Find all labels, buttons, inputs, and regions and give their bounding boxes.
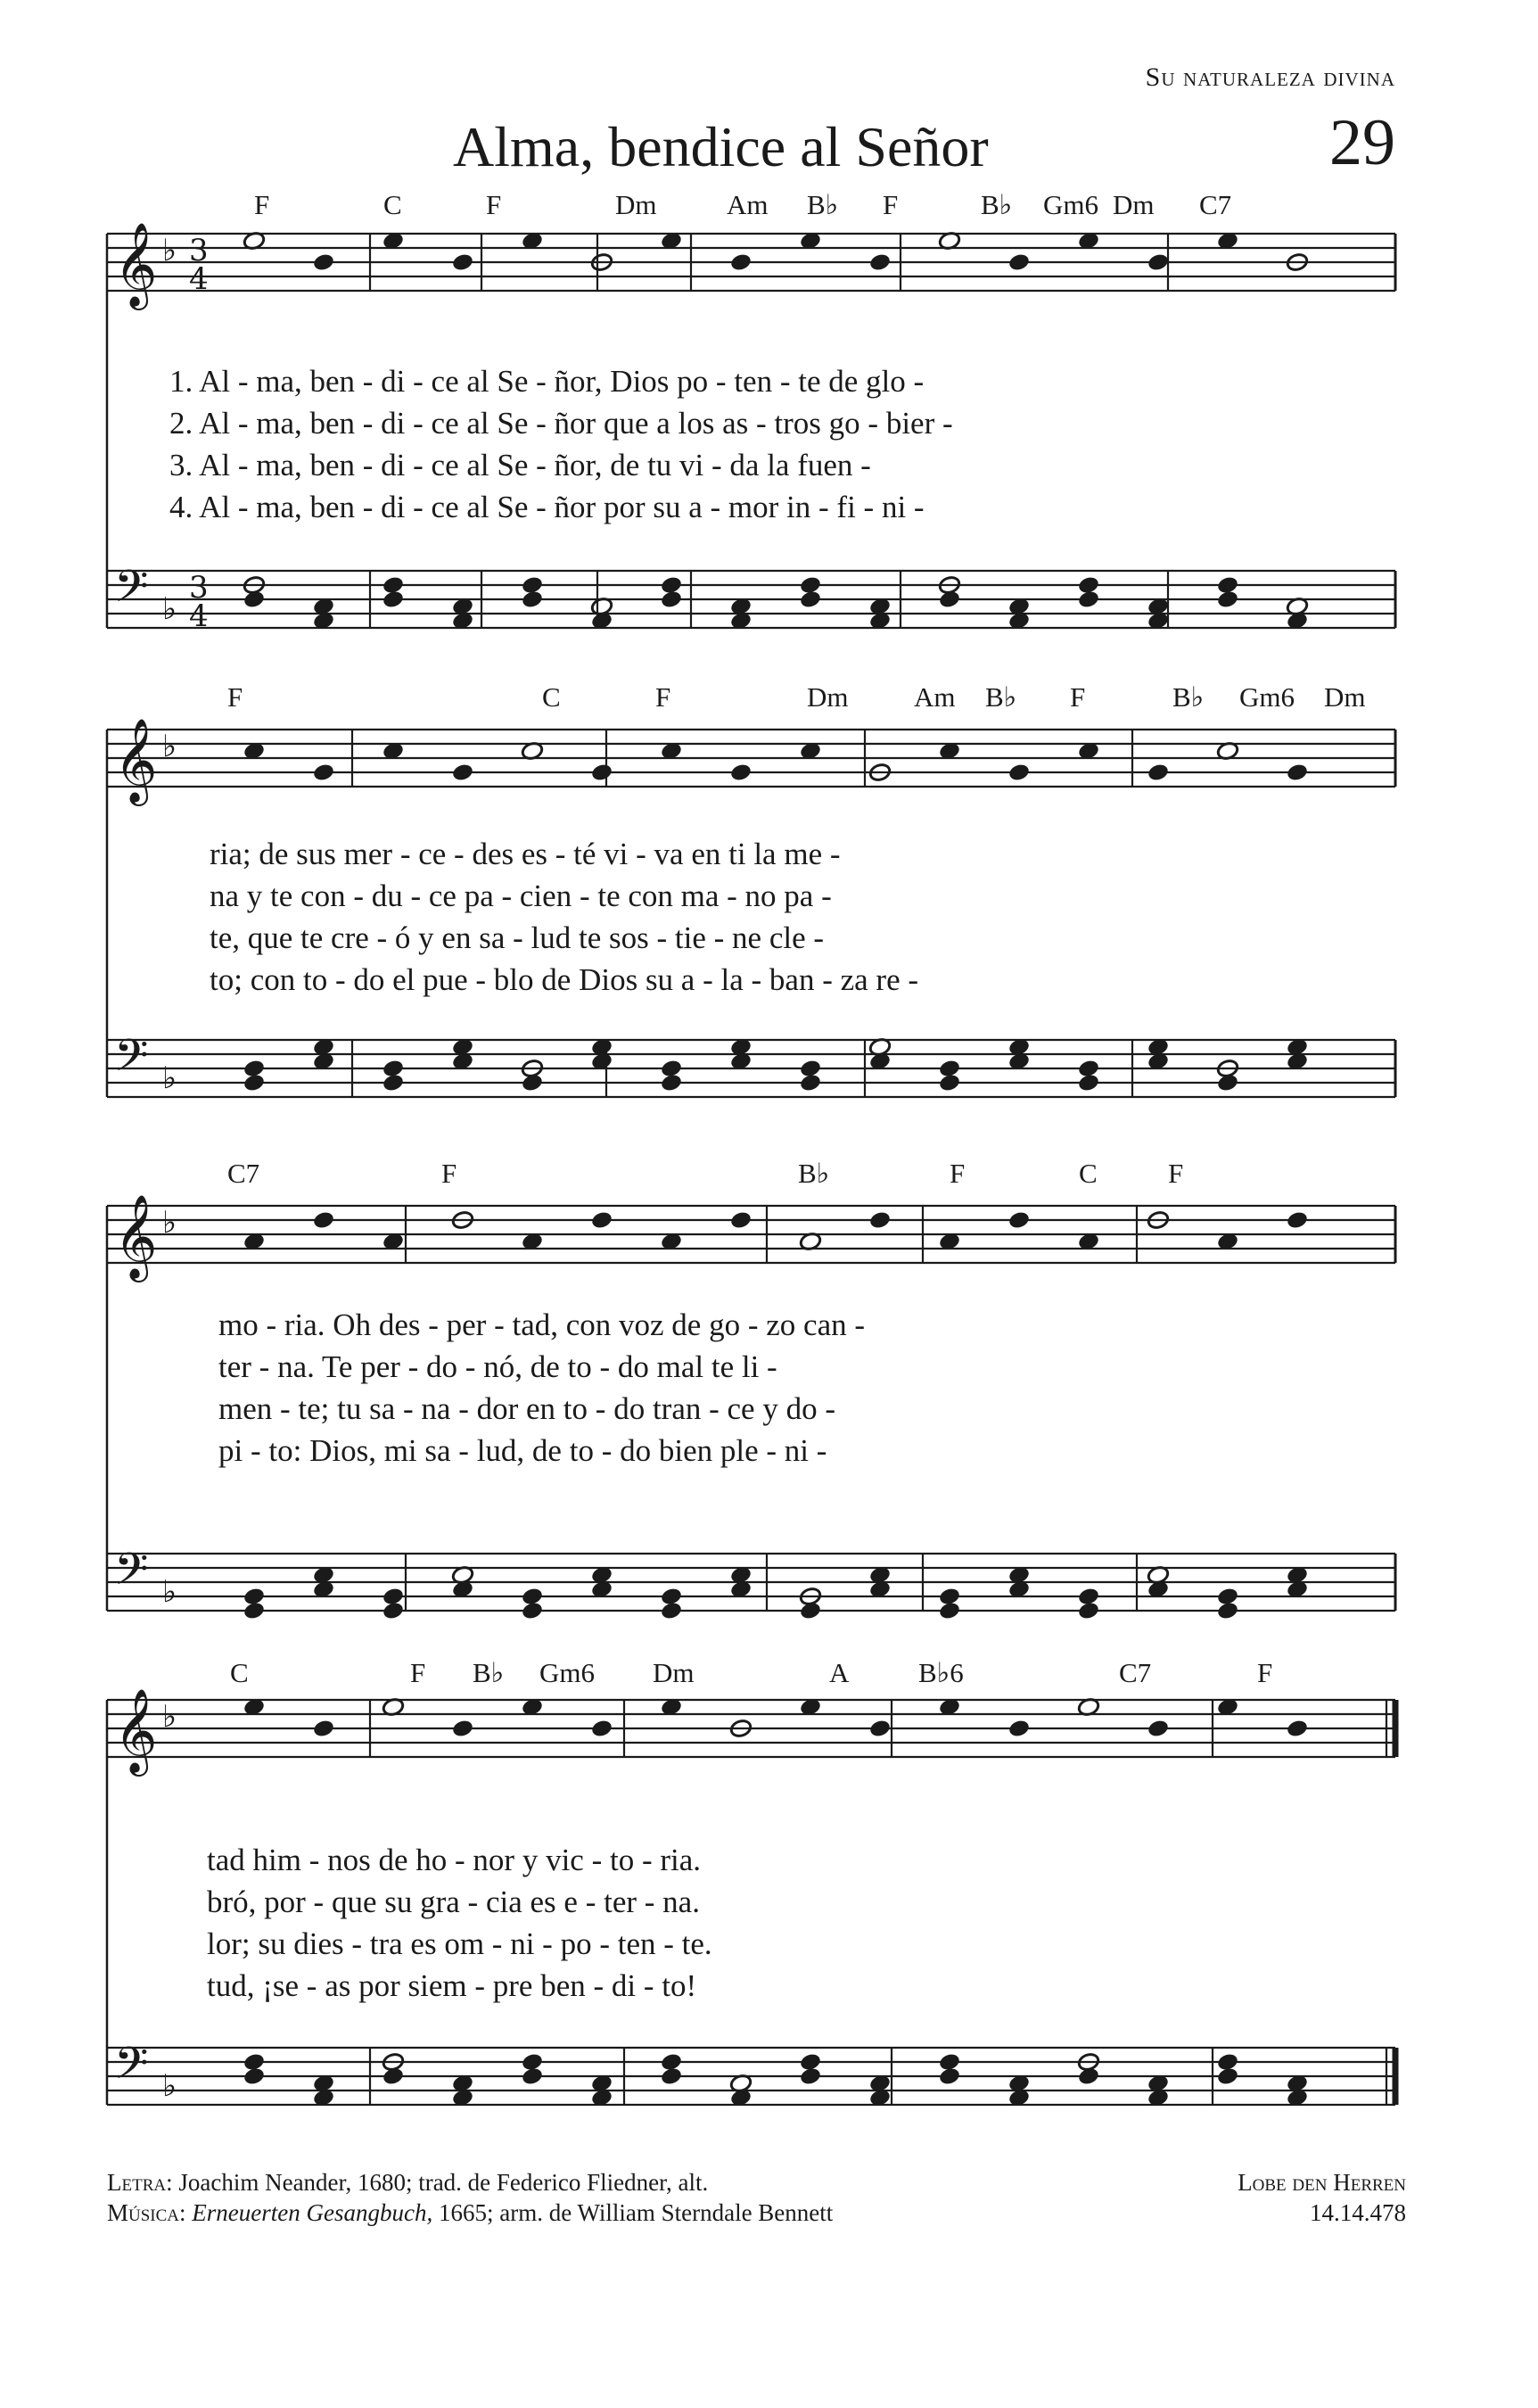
note-head [799, 2066, 822, 2087]
lyric-line-verse-4: to; con to - do el pue - blo de Dios su a - la - ban - za re - [210, 962, 919, 997]
note-head [938, 590, 961, 610]
note-head [868, 1719, 892, 1739]
chord-symbol: F [1070, 681, 1086, 713]
lyric-line-verse-3: men - te; tu sa - na - dor en to - do tran - ce y do - [218, 1391, 835, 1426]
note-head [660, 2066, 683, 2087]
chord-symbol: B♭6 [918, 1657, 964, 1688]
note-head [660, 1073, 683, 1093]
chord-symbol: B♭ [807, 189, 839, 220]
chord-symbol: B♭ [981, 189, 1013, 220]
note-head [1008, 1210, 1031, 1231]
lyric-line-verse-4: tud, ¡se - as por siem - pre ben - di - to! [207, 1968, 697, 2003]
chord-symbol: Dm [1113, 189, 1155, 220]
chord-symbol: Am [914, 681, 956, 713]
lyric-line-verse-3: 3. Al - ma, ben - di - ce al Se - ñor, de tu vi - da la fuen - [169, 448, 871, 482]
chord-symbol: Am [727, 189, 769, 220]
note-head [1216, 590, 1239, 610]
time-signature-top: 3 [189, 233, 209, 268]
note-head [312, 763, 335, 783]
flat-key-signature: ♭ [162, 1205, 177, 1241]
lyric-line-verse-2: ter - na. Te per - do - nó, de to - do mal te li - [218, 1349, 777, 1384]
hymn-number: 29 [1329, 106, 1395, 179]
time-signature-bottom: 4 [189, 598, 209, 634]
treble-clef: 𝄞 [114, 718, 158, 803]
chord-symbol: F [1257, 1657, 1273, 1688]
flat-key-signature: ♭ [162, 2068, 177, 2104]
note-head [1077, 590, 1100, 610]
note-head [521, 2066, 544, 2087]
note-head [243, 1073, 266, 1093]
flat-key-signature: ♭ [162, 1574, 177, 1610]
treble-clef: 𝄞 [114, 1688, 158, 1773]
chord-symbol: B♭ [1172, 681, 1205, 713]
note-head [382, 590, 405, 610]
meter: 14.14.478 [1310, 2199, 1406, 2226]
chord-symbol: F [254, 189, 270, 220]
note-head [1286, 763, 1309, 783]
chord-symbol: F [410, 1657, 426, 1688]
note-head [382, 1073, 405, 1093]
note-head [660, 1601, 683, 1621]
note-head [1077, 1601, 1100, 1621]
note-head [451, 252, 474, 273]
bass-clef: 𝄢 [114, 1030, 149, 1093]
bass-clef: 𝄢 [114, 561, 149, 623]
note-head [868, 1210, 892, 1231]
note-head [938, 1601, 961, 1621]
treble-clef: 𝄞 [114, 222, 158, 307]
chord-symbol: Gm6 [1043, 189, 1098, 220]
note-head [451, 763, 474, 783]
lyric-line-verse-1: ria; de sus mer - ce - des es - té vi - va en ti la me - [210, 837, 841, 871]
chord-symbol: F [883, 189, 899, 220]
note-head [312, 1210, 335, 1231]
note-head [521, 1073, 544, 1093]
note-head [243, 590, 266, 610]
chord-symbol: Dm [1324, 681, 1366, 713]
note-head [1147, 1719, 1170, 1739]
chord-symbol: A [829, 1657, 850, 1688]
note-head [1147, 763, 1170, 783]
lyric-line-verse-1: tad him - nos de ho - nor y vic - to - ria. [207, 1843, 702, 1877]
note-head [1286, 1719, 1309, 1739]
note-head [799, 1073, 822, 1093]
chord-symbol: C [383, 189, 402, 220]
chord-symbol: Dm [653, 1657, 695, 1688]
lyric-line-verse-2: na y te con - du - ce pa - cien - te con ma - no pa - [210, 878, 832, 913]
note-head [729, 763, 753, 783]
chord-symbol: C [542, 681, 561, 713]
chord-symbol: C [1079, 1158, 1098, 1189]
chord-symbol: F [1168, 1158, 1184, 1189]
note-head [938, 1073, 961, 1093]
note-head [451, 1719, 474, 1739]
time-signature-bottom: 4 [189, 261, 209, 297]
note-head [521, 1601, 544, 1621]
lyric-line-verse-4: pi - to: Dios, mi sa - lud, de to - do bien ple - ni - [218, 1433, 827, 1468]
chord-symbol: F [227, 681, 243, 713]
note-head [1216, 2066, 1239, 2087]
flat-key-signature: ♭ [162, 591, 177, 627]
note-head [521, 590, 544, 610]
note-head [1077, 1073, 1100, 1093]
note-head [938, 2066, 961, 2087]
note-head [1008, 252, 1031, 273]
flat-key-signature: ♭ [162, 1060, 177, 1096]
note-head [590, 1719, 613, 1739]
treble-clef: 𝄞 [114, 1194, 158, 1279]
note-head [243, 2066, 266, 2087]
lyric-line-verse-3: lor; su dies - tra es om - ni - po - ten - te. [207, 1926, 712, 1961]
chord-symbol: C7 [1199, 189, 1232, 220]
note-head [729, 252, 753, 273]
note-head [1216, 1601, 1239, 1621]
note-head [590, 763, 613, 783]
bass-clef: 𝄢 [114, 2038, 149, 2100]
lyric-line-verse-2: 2. Al - ma, ben - di - ce al Se - ñor que a los as - tros go - bier - [169, 406, 953, 441]
chord-symbol: C7 [227, 1158, 260, 1189]
hymn-title: Alma, bendice al Señor [453, 115, 989, 178]
chord-symbol: Dm [807, 681, 849, 713]
chord-symbol: F [655, 681, 671, 713]
chord-symbol: B♭ [985, 681, 1017, 713]
note-head [312, 1719, 335, 1739]
time-signature-top: 3 [189, 570, 209, 606]
note-head [868, 252, 892, 273]
text-credit-label: Letra: [107, 2169, 173, 2196]
flat-key-signature: ♭ [162, 1699, 177, 1735]
chord-symbol: B♭ [473, 1657, 505, 1688]
chord-symbol: Gm6 [1239, 681, 1295, 713]
chord-symbol: Dm [615, 189, 657, 220]
flat-key-signature: ♭ [162, 233, 177, 268]
note-head [312, 252, 335, 273]
chord-symbol: F [486, 189, 502, 220]
lyric-line-verse-2: bró, por - que su gra - cia es e - ter - na. [207, 1884, 700, 1919]
flat-key-signature: ♭ [162, 729, 177, 764]
note-head [1077, 2066, 1100, 2087]
music-credit-rest: 1665; arm. de William Sterndale Bennett [438, 2199, 834, 2226]
lyric-line-verse-4: 4. Al - ma, ben - di - ce al Se - ñor por su a - mor in - fi - ni - [169, 490, 925, 524]
chord-symbol: F [441, 1158, 457, 1189]
note-head [1286, 1210, 1309, 1231]
tune-name: Lobe den Herren [1238, 2169, 1406, 2196]
lyric-line-verse-1: mo - ria. Oh des - per - tad, con voz de go - zo can - [218, 1307, 866, 1342]
music-credit [107, 2199, 833, 2227]
note-head [729, 1210, 753, 1231]
lyric-line-verse-1: 1. Al - ma, ben - di - ce al Se - ñor, Dios po - ten - te de glo - [169, 364, 925, 399]
section-label: Su naturaleza divina [1145, 62, 1395, 92]
note-head [243, 1601, 266, 1621]
music-credit-source: Erneuerten Gesangbuch, [192, 2199, 433, 2226]
chord-symbol: F [950, 1158, 966, 1189]
note-head [799, 1601, 822, 1621]
chord-symbol: C7 [1119, 1657, 1152, 1688]
lyric-line-verse-3: te, que te cre - ó y en sa - lud te sos - tie - ne cle - [210, 920, 825, 955]
note-head [382, 1601, 405, 1621]
chord-symbol: B♭ [798, 1158, 830, 1189]
bass-clef: 𝄢 [114, 1544, 149, 1606]
note-head [799, 590, 822, 610]
note-head [1216, 1073, 1239, 1093]
note-head [590, 1210, 613, 1231]
chord-symbol: Gm6 [539, 1657, 595, 1688]
note-head [1147, 252, 1170, 273]
note-head [660, 590, 683, 610]
text-credit-value: Joachim Neander, 1680; trad. de Federico Fliedner, alt. [178, 2169, 709, 2196]
text-credit [107, 2169, 708, 2197]
music-credit-label: Música: [107, 2199, 186, 2226]
note-head [1008, 1719, 1031, 1739]
note-head [382, 2066, 405, 2087]
chord-symbol: C [230, 1657, 249, 1688]
note-head [1008, 763, 1031, 783]
